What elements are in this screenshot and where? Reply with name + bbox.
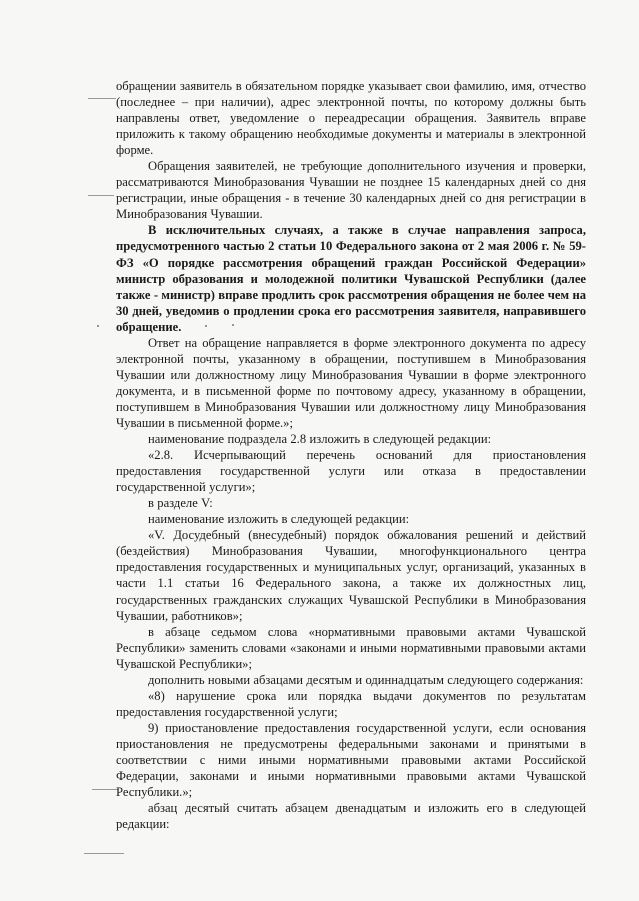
paragraph: «V. Досудебный (внесудебный) порядок обжалования решений и действий (бездействия) Минобразования Чувашии, многофункционального центра предоставления государственных и муниципальных услуг, организаций, указанных в части 1.1 статьи 16 Федерального закона, а также их должностных лиц, государственных гражданских служащих Чувашской Республики в Минобразования Чувашии, работников»; [116,528,586,623]
paragraph: абзац десятый считать абзацем двенадцатым и изложить его в следующей редакции: [116,801,586,832]
paragraph: «2.8. Исчерпывающий перечень оснований для приостановления предоставления государственной услуги или отказа в предоставлении государственной услуги»; [116,448,586,495]
paragraph: наименование подраздела 2.8 изложить в следующей редакции: [148,432,492,447]
scan-artifact-line [84,853,124,854]
paragraph: наименование изложить в следующей редакции: [148,512,410,527]
paragraph: в абзаце седьмом слова «нормативными правовыми актами Чувашской Республики» заменить словами «законами и иными нормативными правовыми актами Чувашской Республики»; [116,624,586,671]
scan-speck [97,325,99,327]
paragraph: В исключительных случаях, а также в случае направления запроса, предусмотренного частью 2 статьи 10 Федерального закона от 2 мая 2006 г. № 59-ФЗ «О порядке рассмотрения обращений граждан Российской Федерации» министр образования и молодежной политики Чувашской Республики (далее также - министр) вправе продлить срок рассмотрения обращения не более чем на 30 дней, уведомив о продлении срока его рассмотрения заявителя, направившего обращение. [116,223,586,334]
paragraph: дополнить новыми абзацами десятым и одиннадцатым следующего содержания: [148,672,584,687]
document-body [116,78,586,832]
paragraph: Обращения заявителей, не требующие дополнительного изучения и проверки, рассматриваются Минобразования Чувашии не позднее 15 календарных дней со дня регистрации, иные обращения - в течение 30 календарных дней со дня регистрации в Минобразования Чувашии. [116,159,586,222]
paragraph: в разделе V: [148,496,213,511]
paragraph: Ответ на обращение направляется в форме электронного документа по адресу электронной почты, указанному в обращении, поступившем в Минобразования Чувашии или должностному лицу Минобразования Чувашии в форме электронного документа, и в письменной форме по почтовому адресу, указанному в обращении, поступившем в Минобразования Чувашии или должностному лицу Минобразования Чувашии в письменной форме.»; [116,335,586,430]
paragraph: «8) нарушение срока или порядка выдачи документов по результатам предоставления государственной услуги; [116,688,586,719]
scan-artifact-line [88,98,116,99]
scan-artifact-line [88,195,114,196]
paragraph: 9) приостановление предоставления государственной услуги, если основания приостановления не предусмотрены федеральными законами и принятыми в соответствии с ними иными нормативными правовыми актами Российской Федерации, законами и иными нормативными правовыми актами Чувашской Республики.»; [116,720,586,800]
scan-artifact-line [92,789,118,790]
paragraph: обращении заявитель в обязательном порядке указывает свои фамилию, имя, отчество (последнее – при наличии), адрес электронной почты, по которому должны быть направлены ответ, уведомление о переадресации обращения. Заявитель вправе приложить к такому обращению необходимые документы и материалы в электронной форме. [116,79,586,158]
